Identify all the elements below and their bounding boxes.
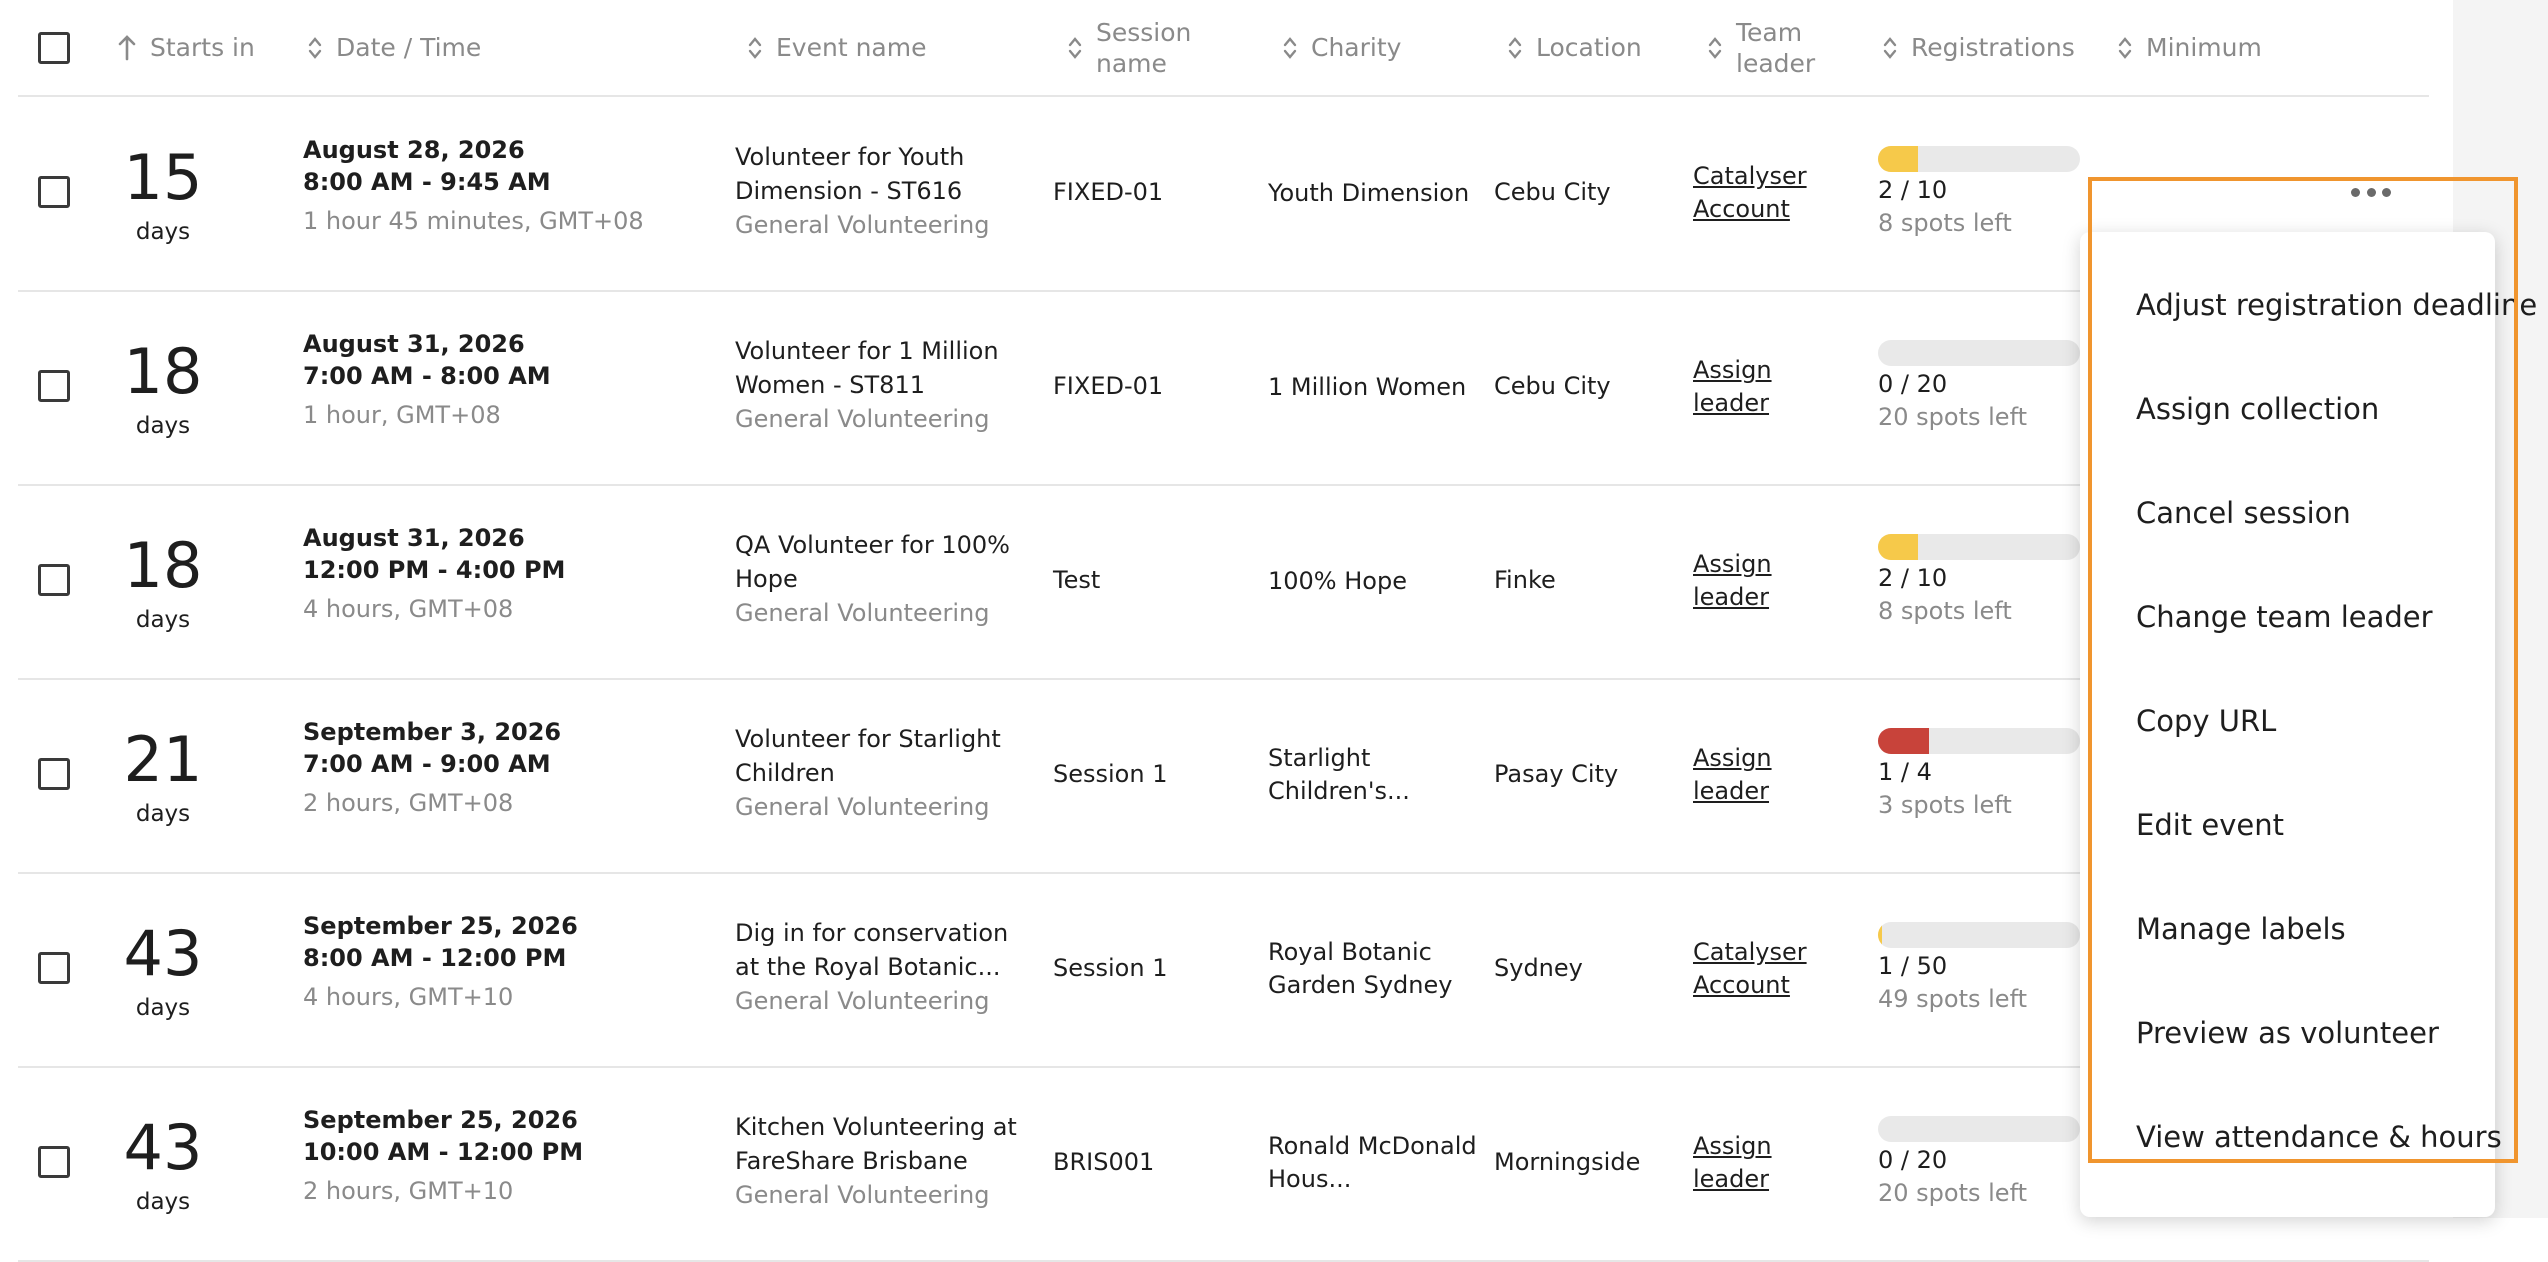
session-name: Session 1 bbox=[1053, 954, 1168, 982]
event-name[interactable]: Volunteer for Starlight Children bbox=[735, 725, 1001, 787]
col-session-name-line2: name bbox=[1096, 48, 1167, 78]
registrations-cell bbox=[1878, 146, 2080, 239]
session-duration: 1 hour 45 minutes, GMT+08 bbox=[303, 207, 644, 235]
table-row[interactable] bbox=[18, 678, 2429, 874]
event-category: General Volunteering bbox=[735, 211, 990, 239]
team-leader-cell bbox=[1693, 1066, 1853, 1260]
session-name: Session 1 bbox=[1053, 760, 1168, 788]
days-count: 15 bbox=[123, 141, 203, 214]
col-charity-label: Charity bbox=[1311, 33, 1402, 62]
charity-cell bbox=[1268, 872, 1478, 1066]
days-label: days bbox=[135, 413, 191, 439]
registrations-count: 0 / 20 bbox=[1878, 1146, 1948, 1174]
actions-dropdown-menu bbox=[2080, 232, 2538, 1217]
team-leader-cell bbox=[1693, 290, 1853, 484]
days-label: days bbox=[135, 1189, 191, 1215]
menu-item-change-team-leader[interactable]: Change team leader bbox=[2136, 600, 2433, 634]
sort-icon bbox=[1883, 36, 1897, 60]
registrations-progress-bar bbox=[1878, 146, 2080, 172]
charity-cell bbox=[1268, 1066, 1478, 1260]
select-all-checkbox[interactable] bbox=[38, 32, 70, 64]
charity-cell bbox=[1268, 96, 1478, 290]
col-registrations[interactable] bbox=[1883, 0, 2075, 95]
session-date: August 28, 2026 bbox=[303, 136, 525, 164]
session-date: August 31, 2026 bbox=[303, 524, 525, 552]
col-starts-in-label: Starts in bbox=[150, 33, 255, 62]
spots-left: 8 spots left bbox=[1878, 209, 2012, 237]
registrations-cell bbox=[1878, 340, 2080, 433]
days-count: 18 bbox=[123, 529, 203, 602]
sessions-table bbox=[18, 0, 2429, 1218]
sort-icon bbox=[1508, 36, 1522, 60]
event-name-cell bbox=[735, 334, 1025, 436]
col-registrations-label: Registrations bbox=[1911, 33, 2075, 62]
col-location-label: Location bbox=[1536, 33, 1642, 62]
session-time: 7:00 AM - 8:00 AM bbox=[303, 362, 551, 390]
spots-left: 3 spots left bbox=[1878, 791, 2012, 819]
row-checkbox[interactable] bbox=[38, 564, 70, 596]
col-session-name[interactable] bbox=[1068, 0, 1191, 95]
session-time: 10:00 AM - 12:00 PM bbox=[303, 1138, 584, 1166]
table-header bbox=[18, 0, 2429, 97]
spots-left: 20 spots left bbox=[1878, 403, 2028, 431]
registrations-cell bbox=[1878, 728, 2080, 821]
dot-icon bbox=[2367, 188, 2376, 197]
menu-item-edit-event[interactable]: Edit event bbox=[2136, 808, 2284, 842]
days-label: days bbox=[135, 995, 191, 1021]
spots-left: 49 spots left bbox=[1878, 985, 2028, 1013]
row-checkbox[interactable] bbox=[38, 176, 70, 208]
menu-item-manage-labels[interactable]: Manage labels bbox=[2136, 912, 2346, 946]
session-date: September 25, 2026 bbox=[303, 1106, 578, 1134]
col-starts-in[interactable] bbox=[118, 0, 255, 95]
session-duration: 4 hours, GMT+10 bbox=[303, 983, 514, 1011]
sort-up-arrow-icon bbox=[118, 35, 136, 61]
charity-cell bbox=[1268, 484, 1478, 678]
dot-icon bbox=[2351, 188, 2360, 197]
table-row[interactable] bbox=[18, 872, 2429, 1068]
days-count: 43 bbox=[123, 1111, 203, 1184]
col-date-time[interactable] bbox=[308, 0, 481, 95]
sort-icon bbox=[1283, 36, 1297, 60]
spots-left: 8 spots left bbox=[1878, 597, 2012, 625]
session-name: FIXED-01 bbox=[1053, 372, 1164, 400]
col-date-time-label: Date / Time bbox=[336, 33, 482, 62]
charity-name: 100% Hope bbox=[1268, 566, 1407, 595]
session-duration: 4 hours, GMT+08 bbox=[303, 595, 514, 623]
days-label: days bbox=[135, 219, 191, 245]
team-leader-link[interactable]: Catalyser Account bbox=[1693, 162, 1807, 223]
table-row[interactable] bbox=[18, 484, 2429, 680]
days-count: 18 bbox=[123, 335, 203, 408]
event-name[interactable]: Kitchen Volunteering at FareShare Brisbane bbox=[735, 1113, 1017, 1175]
more-actions-button[interactable] bbox=[2351, 180, 2391, 204]
row-checkbox-cell bbox=[38, 370, 70, 402]
row-checkbox-cell bbox=[38, 952, 70, 984]
date-time-cell bbox=[303, 328, 551, 432]
registrations-count: 1 / 4 bbox=[1878, 758, 1932, 786]
event-category: General Volunteering bbox=[735, 1181, 990, 1209]
menu-item-preview-as-volunteer[interactable]: Preview as volunteer bbox=[2136, 1016, 2439, 1050]
event-name-cell bbox=[735, 528, 1025, 630]
col-event-name-label: Event name bbox=[776, 33, 927, 62]
location: Cebu City bbox=[1494, 178, 1611, 206]
registrations-progress-fill bbox=[1878, 922, 1882, 948]
charity-cell bbox=[1268, 678, 1478, 872]
event-category: General Volunteering bbox=[735, 793, 990, 821]
row-checkbox-cell bbox=[38, 176, 70, 208]
session-name: BRIS001 bbox=[1053, 1148, 1155, 1176]
col-minimum[interactable] bbox=[2118, 0, 2262, 95]
registrations-count: 0 / 20 bbox=[1878, 370, 1948, 398]
registrations-progress-fill bbox=[1878, 728, 1929, 754]
sort-icon bbox=[308, 36, 322, 60]
col-team-leader-line1: Team bbox=[1736, 17, 1803, 47]
registrations-progress-bar bbox=[1878, 340, 2080, 366]
menu-item-assign-collection[interactable]: Assign collection bbox=[2136, 392, 2380, 426]
starts-in-cell bbox=[98, 723, 228, 827]
col-minimum-label: Minimum bbox=[2146, 33, 2262, 62]
location: Pasay City bbox=[1494, 760, 1619, 788]
location: Morningside bbox=[1494, 1148, 1641, 1176]
col-team-leader[interactable] bbox=[1708, 0, 1815, 95]
registrations-count: 2 / 10 bbox=[1878, 564, 1948, 592]
spots-left: 20 spots left bbox=[1878, 1179, 2028, 1207]
registrations-progress-bar bbox=[1878, 534, 2080, 560]
session-time: 8:00 AM - 12:00 PM bbox=[303, 944, 567, 972]
starts-in-cell bbox=[98, 917, 228, 1021]
team-leader-link[interactable]: Assign leader bbox=[1693, 550, 1772, 611]
registrations-cell bbox=[1878, 922, 2080, 1015]
row-checkbox[interactable] bbox=[38, 1146, 70, 1178]
menu-item-cancel-session[interactable]: Cancel session bbox=[2136, 496, 2351, 530]
session-date: September 3, 2026 bbox=[303, 718, 562, 746]
team-leader-cell bbox=[1693, 678, 1853, 872]
team-leader-link[interactable]: Assign leader bbox=[1693, 744, 1772, 805]
days-label: days bbox=[135, 801, 191, 827]
dot-icon bbox=[2382, 188, 2391, 197]
col-event-name[interactable] bbox=[748, 0, 926, 95]
team-leader-link[interactable]: Catalyser Account bbox=[1693, 938, 1807, 999]
session-duration: 2 hours, GMT+08 bbox=[303, 789, 514, 817]
row-checkbox[interactable] bbox=[38, 370, 70, 402]
session-date: September 25, 2026 bbox=[303, 912, 578, 940]
registrations-progress-bar bbox=[1878, 922, 2080, 948]
col-team-leader-label bbox=[1736, 17, 1815, 79]
starts-in-cell bbox=[98, 141, 228, 245]
registrations-progress-fill bbox=[1878, 534, 1918, 560]
date-time-cell bbox=[303, 716, 561, 820]
select-all-cell bbox=[38, 0, 70, 95]
sort-icon bbox=[1708, 36, 1722, 60]
team-leader-cell bbox=[1693, 96, 1853, 290]
event-name[interactable]: Volunteer for 1 Million Women - ST811 bbox=[735, 337, 999, 399]
session-name: FIXED-01 bbox=[1053, 178, 1164, 206]
registrations-progress-bar bbox=[1878, 728, 2080, 754]
days-label: days bbox=[135, 607, 191, 633]
sort-icon bbox=[2118, 36, 2132, 60]
sort-icon bbox=[1068, 36, 1082, 60]
event-name-cell bbox=[735, 1110, 1025, 1212]
session-time: 8:00 AM - 9:45 AM bbox=[303, 168, 551, 196]
session-time: 12:00 PM - 4:00 PM bbox=[303, 556, 566, 584]
event-name[interactable]: Volunteer for Youth Dimension - ST616 bbox=[735, 143, 965, 205]
charity-cell bbox=[1268, 290, 1478, 484]
event-category: General Volunteering bbox=[735, 599, 990, 627]
table-row[interactable] bbox=[18, 290, 2429, 486]
event-name[interactable]: Dig in for conservation at the Royal Botanic... bbox=[735, 919, 1009, 981]
date-time-cell bbox=[303, 134, 644, 238]
session-time: 7:00 AM - 9:00 AM bbox=[303, 750, 551, 778]
team-leader-cell bbox=[1693, 484, 1853, 678]
row-checkbox-cell bbox=[38, 758, 70, 790]
row-checkbox-cell bbox=[38, 1146, 70, 1178]
event-name-cell bbox=[735, 916, 1025, 1018]
team-leader-link[interactable]: Assign leader bbox=[1693, 356, 1772, 417]
event-name[interactable]: QA Volunteer for 100% Hope bbox=[735, 531, 1010, 593]
starts-in-cell bbox=[98, 335, 228, 439]
row-checkbox-cell bbox=[38, 564, 70, 596]
sort-icon bbox=[748, 36, 762, 60]
location: Finke bbox=[1494, 566, 1556, 594]
col-team-leader-line2: leader bbox=[1736, 48, 1816, 78]
date-time-cell bbox=[303, 1104, 583, 1208]
charity-name: Royal Botanic Garden Sydney bbox=[1268, 938, 1453, 999]
registrations-cell bbox=[1878, 534, 2080, 627]
menu-item-adjust-registration-deadline[interactable]: Adjust registration deadline bbox=[2136, 288, 2538, 322]
location: Sydney bbox=[1494, 954, 1583, 982]
starts-in-cell bbox=[98, 1111, 228, 1215]
date-time-cell bbox=[303, 522, 565, 626]
event-name-cell bbox=[735, 140, 1025, 242]
registrations-progress-fill bbox=[1878, 146, 1918, 172]
session-name: Test bbox=[1053, 566, 1101, 594]
registrations-cell bbox=[1878, 1116, 2080, 1209]
days-count: 43 bbox=[123, 917, 203, 990]
col-session-name-label bbox=[1096, 17, 1191, 79]
days-count: 21 bbox=[123, 723, 203, 796]
location: Cebu City bbox=[1494, 372, 1611, 400]
col-charity[interactable] bbox=[1283, 0, 1401, 95]
team-leader-cell bbox=[1693, 872, 1853, 1066]
registrations-progress-bar bbox=[1878, 1116, 2080, 1142]
starts-in-cell bbox=[98, 529, 228, 633]
charity-name: Starlight Children's... bbox=[1268, 744, 1410, 805]
event-name-cell bbox=[735, 722, 1025, 824]
col-session-name-line1: Session bbox=[1096, 17, 1192, 47]
date-time-cell bbox=[303, 910, 578, 1014]
col-location[interactable] bbox=[1508, 0, 1642, 95]
charity-name: Ronald McDonald Hous... bbox=[1268, 1132, 1477, 1193]
session-duration: 2 hours, GMT+10 bbox=[303, 1177, 514, 1205]
event-category: General Volunteering bbox=[735, 405, 990, 433]
registrations-count: 2 / 10 bbox=[1878, 176, 1948, 204]
row-checkbox[interactable] bbox=[38, 952, 70, 984]
table-row[interactable] bbox=[18, 1066, 2429, 1262]
table-row[interactable] bbox=[18, 96, 2429, 292]
menu-item-view-attendance-hours[interactable]: View attendance & hours bbox=[2136, 1120, 2502, 1154]
registrations-count: 1 / 50 bbox=[1878, 952, 1948, 980]
session-date: August 31, 2026 bbox=[303, 330, 525, 358]
session-duration: 1 hour, GMT+08 bbox=[303, 401, 501, 429]
charity-name: 1 Million Women bbox=[1268, 372, 1467, 401]
row-checkbox[interactable] bbox=[38, 758, 70, 790]
event-category: General Volunteering bbox=[735, 987, 990, 1015]
charity-name: Youth Dimension bbox=[1268, 178, 1470, 207]
team-leader-link[interactable]: Assign leader bbox=[1693, 1132, 1772, 1193]
menu-item-copy-url[interactable]: Copy URL bbox=[2136, 704, 2277, 738]
